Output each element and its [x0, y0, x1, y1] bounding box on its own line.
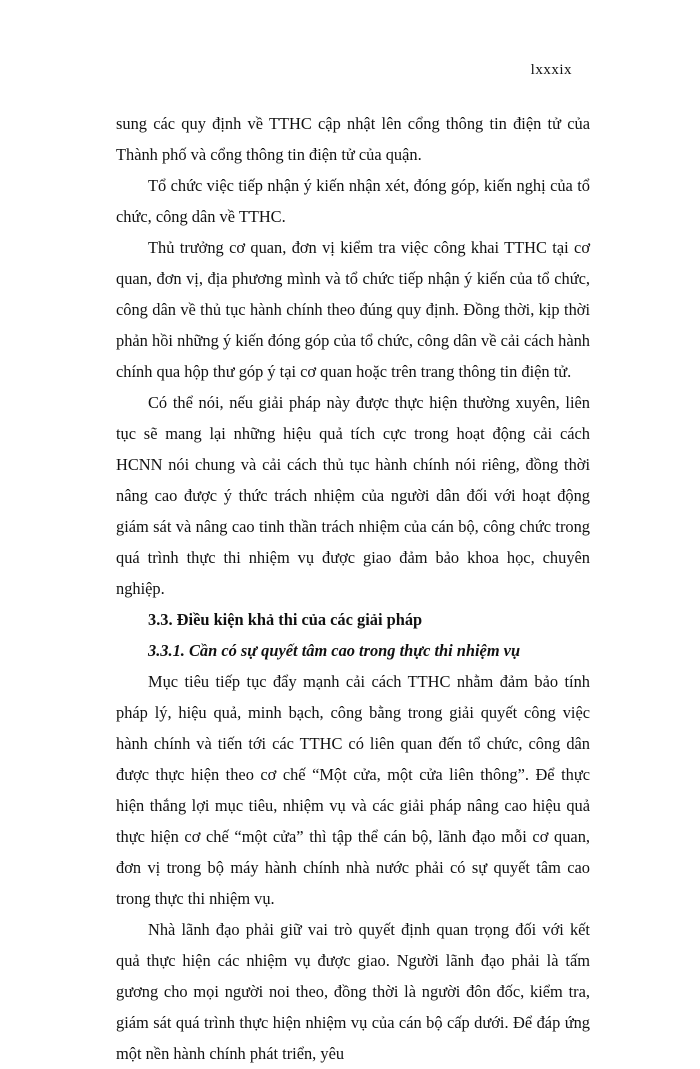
section-heading: 3.3. Điều kiện khả thi của các giải pháp [148, 610, 423, 629]
subsection-heading: 3.3.1. Cần có sự quyết tâm cao trong thực thi nhiệm vụ [148, 641, 521, 660]
paragraph: Có thể nói, nếu giải pháp này được thực hiện thường xuyên, liên tục sẽ mang lại những hiệu quả tích cực trong hoạt động cải cách HCNN nói chung và cải cách thủ tục hành chính nói riêng, đồng thời nâng cao được ý thức trách nhiệm của người dân đối với hoạt động giám sát và nâng cao tinh thần trách nhiệm của cán bộ, công chức trong quá trình thực thi nhiệm vụ được giao đảm bảo khoa học, chuyên nghiệp. [116, 393, 590, 598]
page-body [116, 108, 590, 1069]
paragraph-continuation: sung các quy định về TTHC cập nhật lên cổng thông tin điện tử của Thành phố và cổng thông tin điện tử của quận. [116, 114, 590, 164]
paragraph: Thủ trưởng cơ quan, đơn vị kiểm tra việc công khai TTHC tại cơ quan, đơn vị, địa phương mình và tổ chức tiếp nhận ý kiến của tổ chức, công dân về thủ tục hành chính theo đúng quy định. Đồng thời, kịp thời phản hồi những ý kiến đóng góp của tổ chức, công dân về cải cách hành chính qua hộp thư góp ý tại cơ quan hoặc trên trang thông tin điện tử. [116, 238, 590, 381]
paragraph: Mục tiêu tiếp tục đẩy mạnh cải cách TTHC nhằm đảm bảo tính pháp lý, hiệu quả, minh bạch, công bằng trong giải quyết công việc hành chính và tiến tới các TTHC có liên quan đến tổ chức, công dân được thực hiện theo cơ chế “Một cửa, một cửa liên thông”. Để thực hiện thắng lợi mục tiêu, nhiệm vụ và các giải pháp nâng cao hiệu quả thực hiện cơ chế “một cửa” thì tập thể cán bộ, lãnh đạo mỗi cơ quan, đơn vị trong bộ máy hành chính nhà nước phải có sự quyết tâm cao trong thực thi nhiệm vụ. [116, 672, 590, 908]
paragraph: Nhà lãnh đạo phải giữ vai trò quyết định quan trọng đối với kết quả thực hiện các nhiệm vụ được giao. Người lãnh đạo phải là tấm gương cho mọi người noi theo, đồng thời là người đôn đốc, kiểm tra, giám sát quá trình thực hiện nhiệm vụ của cán bộ cấp dưới. Để đáp ứng một nền hành chính phát triển, yêu [116, 920, 590, 1063]
page-number: lxxxix [530, 62, 572, 78]
paragraph: Tổ chức việc tiếp nhận ý kiến nhận xét, đóng góp, kiến nghị của tổ chức, công dân về TTHC. [116, 176, 590, 226]
